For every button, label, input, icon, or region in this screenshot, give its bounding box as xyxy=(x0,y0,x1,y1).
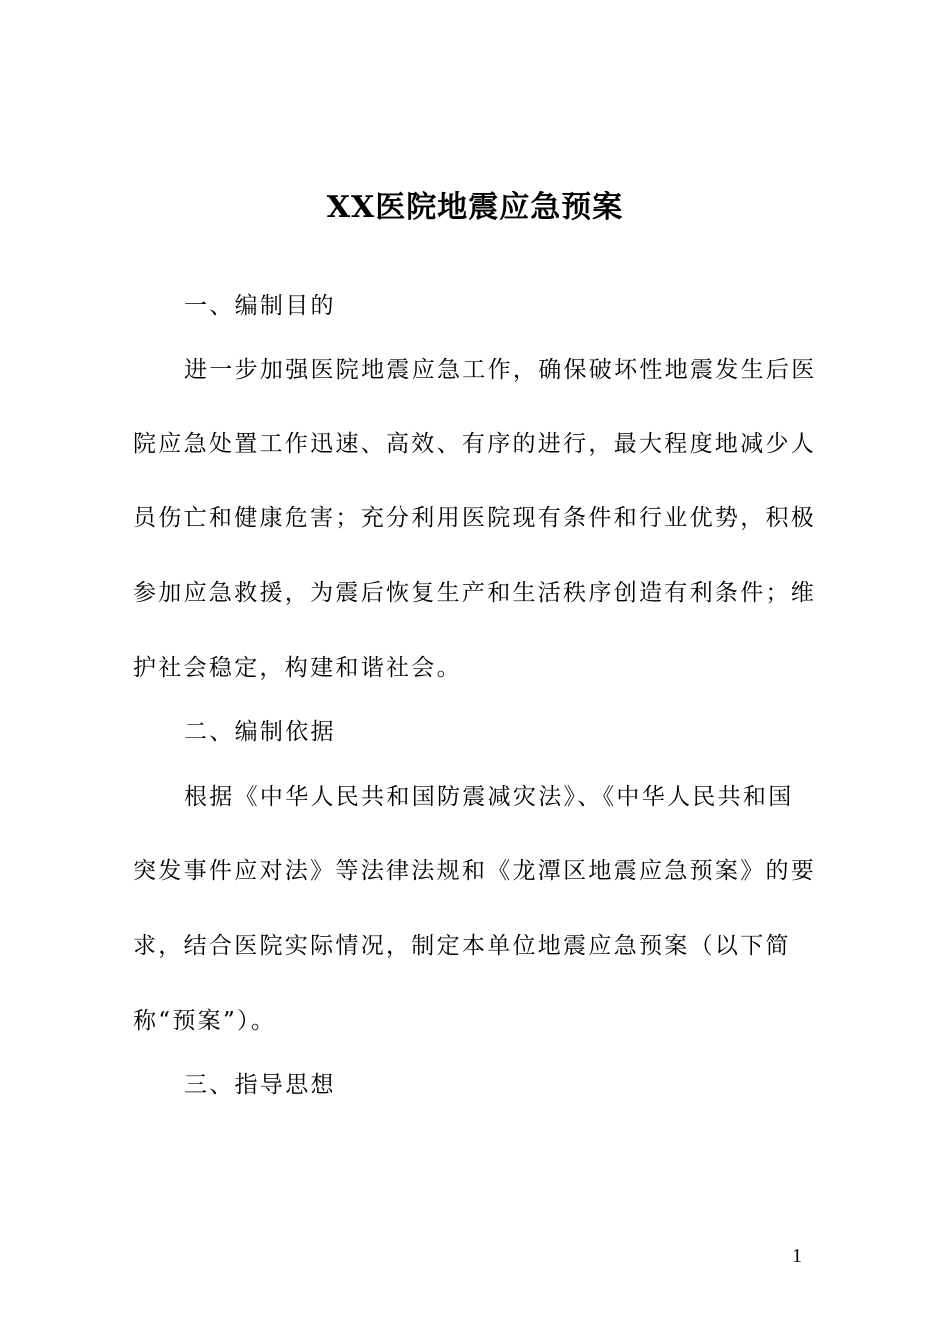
paragraph-line: 院应急处置工作迅速、高效、有序的进行，最大程度地减少人 xyxy=(133,431,817,457)
paragraph-line: 参加应急救援，为震后恢复生产和生活秩序创造有利条件；维 xyxy=(133,580,817,606)
section-heading-guiding-ideology: 三、指导思想 xyxy=(184,1072,336,1098)
document-title: XX医院地震应急预案 xyxy=(326,190,624,225)
paragraph-line: 员伤亡和健康危害；充分利用医院现有条件和行业优势，积极 xyxy=(133,505,817,531)
paragraph-line: 突发事件应对法》等法律法规和《龙潭区地震应急预案》的要 xyxy=(133,858,817,884)
section-heading-basis: 二、编制依据 xyxy=(184,719,336,745)
paragraph-line: 进一步加强医院地震应急工作，确保破坏性地震发生后医 xyxy=(184,357,817,383)
paragraph-line: 护社会稳定，构建和谐社会。 xyxy=(133,655,462,681)
paragraph-line: 称“预案”）。 xyxy=(133,1008,277,1034)
section-heading-purpose: 一、编制目的 xyxy=(184,293,336,319)
paragraph-line: 求，结合医院实际情况，制定本单位地震应急预案（以下简 xyxy=(133,933,791,959)
page-number: 1 xyxy=(792,1245,802,1267)
paragraph-line: 根据《中华人民共和国防震减灾法》、《中华人民共和国 xyxy=(184,784,794,810)
